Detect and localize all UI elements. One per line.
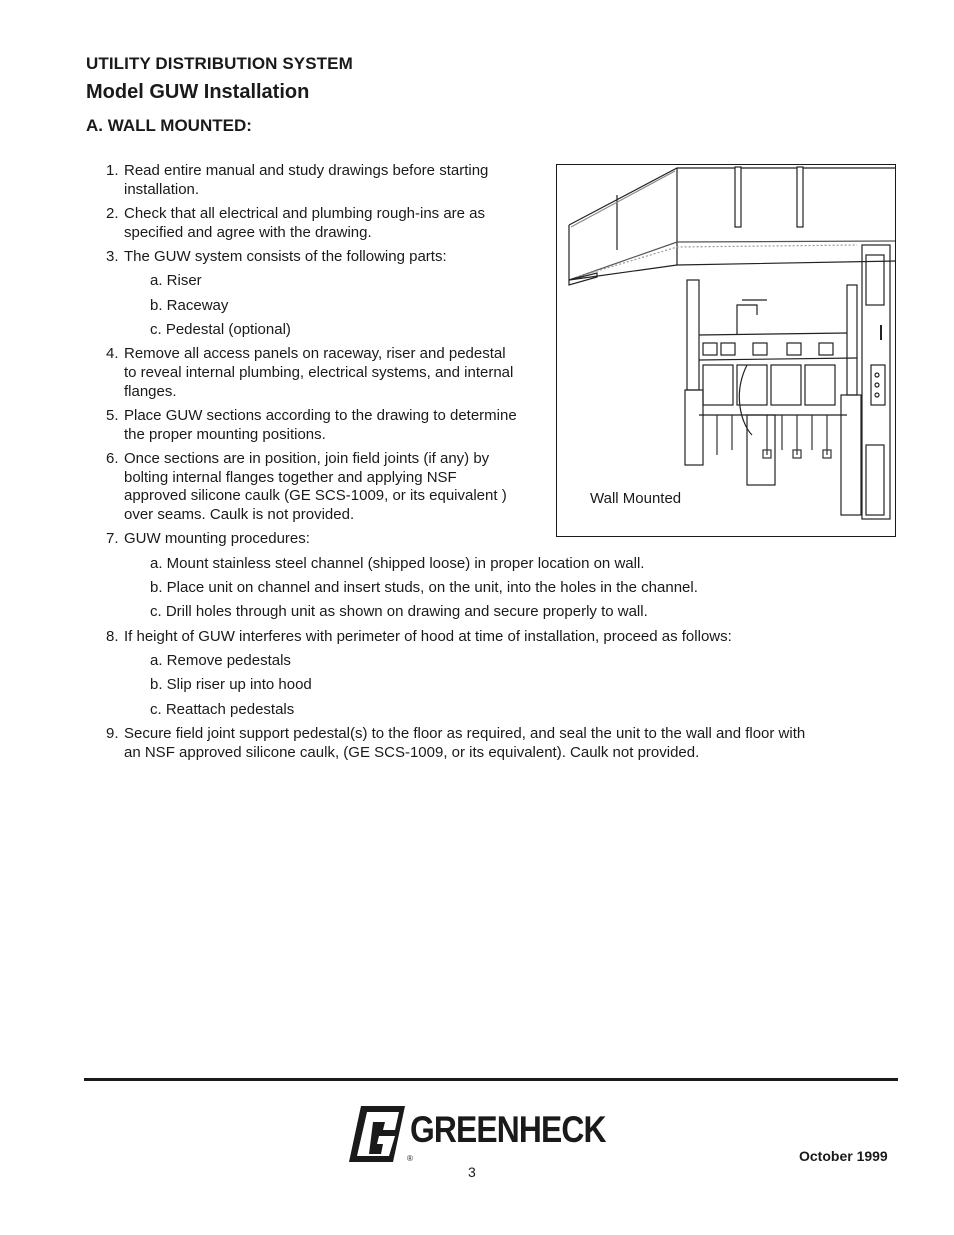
step-5-line-1: Place GUW sections according to the drawing to determine [124,407,517,424]
step-4-line-2: to reveal internal plumbing, electrical systems, and internal [124,364,514,381]
step-7-sub-a: a. Mount stainless steel channel (shipped loose) in proper location on wall. [150,555,645,572]
step-9-number: 9. [106,725,119,742]
logo-wordmark: GREENHECK [410,1109,606,1150]
step-8-sub-c: c. Reattach pedestals [150,701,295,718]
greenheck-logo-icon [347,1104,407,1164]
section-heading: A. WALL MOUNTED: [86,116,252,135]
registered-mark: ® [407,1154,413,1163]
step-3-sub-c: c. Pedestal (optional) [150,321,291,338]
step-2-line-1: Check that all electrical and plumbing rough-ins are as [124,205,486,222]
step-4-line-1: Remove all access panels on raceway, riser and pedestal [124,345,506,362]
step-7-number: 7. [106,530,119,547]
step-7-sub-c: c. Drill holes through unit as shown on drawing and secure properly to wall. [150,603,648,620]
step-8-line-1: If height of GUW interferes with perimeter of hood at time of installation, proceed as follows: [124,628,732,645]
step-6-number: 6. [106,450,119,467]
wall-mounted-figure [556,164,896,537]
step-8-sub-b: b. Slip riser up into hood [150,676,312,693]
step-1-number: 1. [106,162,119,179]
step-5-line-2: the proper mounting positions. [124,426,326,443]
step-3-line-1: The GUW system consists of the following parts: [124,248,447,265]
step-2-number: 2. [106,205,119,222]
step-7-line-1: GUW mounting procedures: [124,530,310,547]
step-5-number: 5. [106,407,119,424]
wall-mounted-illustration [557,165,895,536]
step-2-line-2: specified and agree with the drawing. [124,224,372,241]
step-4-number: 4. [106,345,119,362]
step-6-line-3: approved silicone caulk (GE SCS-1009, or its equivalent ) [124,487,507,504]
step-6-line-1: Once sections are in position, join field joints (if any) by [124,450,490,467]
step-1-line-2: installation. [124,181,200,198]
step-8-sub-a: a. Remove pedestals [150,652,291,669]
step-3-sub-b: b. Raceway [150,297,229,314]
step-9-line-2: an NSF approved silicone caulk, (GE SCS-1009, or its equivalent). Caulk not provided. [124,744,700,761]
step-3-sub-a: a. Riser [150,272,202,289]
step-4-line-3: flanges. [124,383,177,400]
figure-caption: Wall Mounted [590,490,682,507]
step-7-sub-b: b. Place unit on channel and insert studs, on the unit, into the holes in the channel. [150,579,698,596]
step-9-line-1: Secure field joint support pedestal(s) to the floor as required, and seal the unit to the wall and floor with [124,725,806,742]
step-6-line-2: bolting internal flanges together and applying NSF [124,469,457,486]
system-heading: UTILITY DISTRIBUTION SYSTEM [86,54,353,73]
page-title: Model GUW Installation [86,81,310,103]
step-1-line-1: Read entire manual and study drawings before starting [124,162,489,179]
step-8-number: 8. [106,628,119,645]
step-3-number: 3. [106,248,119,265]
footer-divider [84,1078,898,1081]
page-number: 3 [468,1164,476,1180]
publication-date: October 1999 [799,1148,888,1164]
step-6-line-4: over seams. Caulk is not provided. [124,506,355,523]
